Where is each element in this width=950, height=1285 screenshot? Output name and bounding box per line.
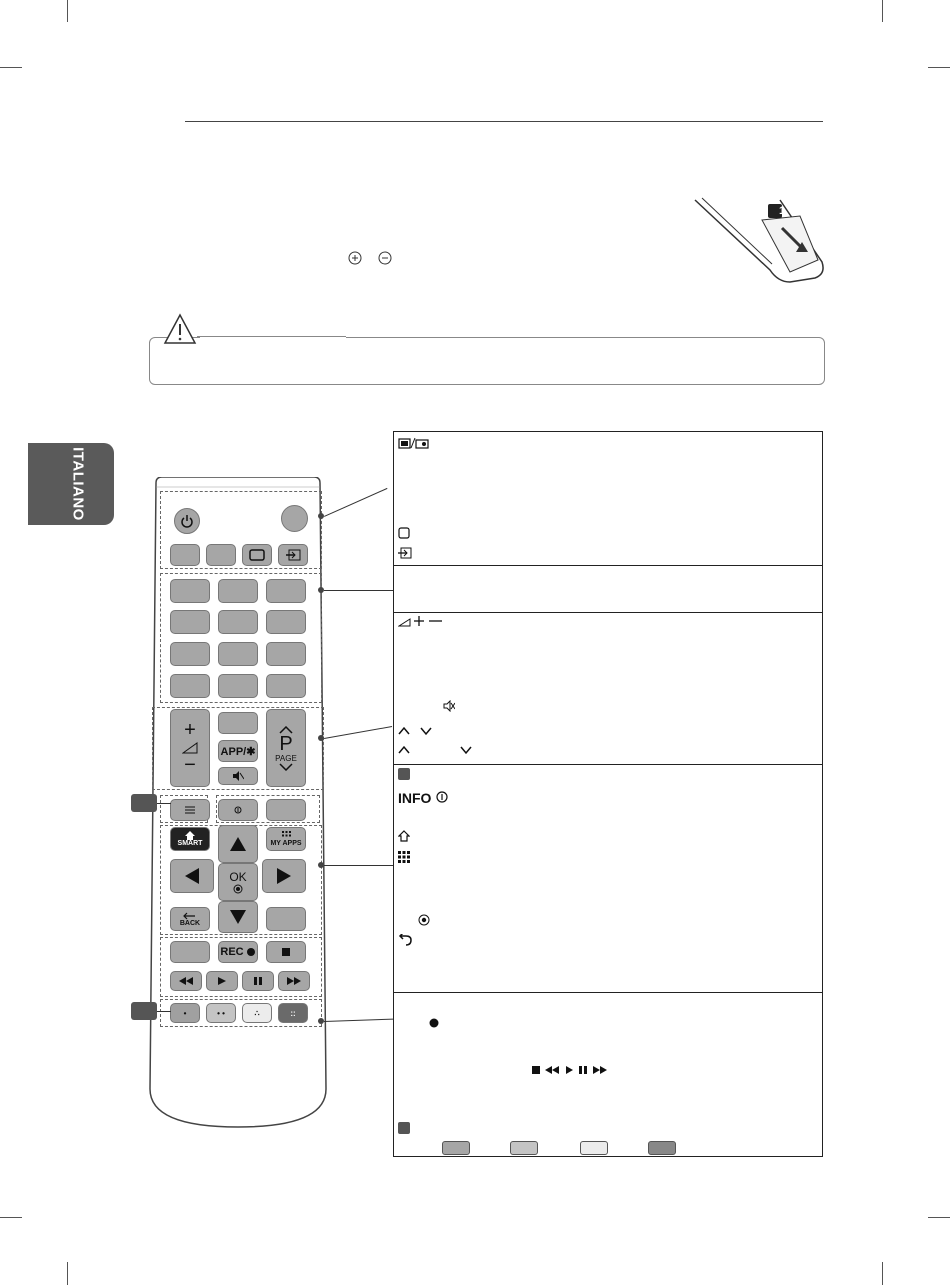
record-dot-icon: [246, 947, 256, 957]
number-key[interactable]: [266, 579, 306, 603]
back-button[interactable]: BACK: [170, 907, 210, 931]
arrow-up-icon: [229, 836, 247, 852]
right-button[interactable]: [262, 859, 306, 893]
number-key[interactable]: [266, 674, 306, 698]
info-label: INFO: [398, 790, 432, 806]
remote-key[interactable]: [206, 544, 236, 566]
button-description-panel: [393, 431, 823, 1157]
remote-key[interactable]: [218, 712, 258, 734]
number-key[interactable]: [218, 674, 258, 698]
remote-control: [148, 477, 328, 1157]
aspect-ratio-icon: [398, 527, 410, 539]
back-arrow-icon: [183, 912, 197, 920]
battery-polarity-icon: [348, 250, 394, 266]
number-key[interactable]: [170, 642, 210, 666]
number-key[interactable]: [266, 642, 306, 666]
crop-mark: [882, 1262, 883, 1285]
apps-grid-icon: [398, 851, 410, 863]
number-key[interactable]: [218, 610, 258, 634]
blue-key-icon: [648, 1141, 676, 1155]
home-icon: [398, 830, 410, 842]
callout-badge: [131, 1002, 157, 1020]
remote-key[interactable]: [266, 907, 306, 931]
remote-key[interactable]: [266, 799, 306, 821]
red-key-icon: [442, 1141, 470, 1155]
crop-mark: [0, 67, 22, 68]
rewind-button[interactable]: [170, 971, 202, 991]
ok-icon: [233, 884, 243, 894]
play-button[interactable]: [206, 971, 238, 991]
green-button[interactable]: • •: [206, 1003, 236, 1023]
arrow-right-icon: [276, 867, 292, 885]
pause-button[interactable]: [242, 971, 274, 991]
power-icon: [180, 514, 194, 528]
crop-mark: [928, 1217, 950, 1218]
crop-mark: [928, 67, 950, 68]
stop-icon: [282, 948, 290, 956]
callout-badge: [398, 768, 410, 780]
volume-plus-minus-icon: [398, 615, 444, 627]
chevron-down-icon: [279, 763, 293, 771]
mute-button[interactable]: [218, 767, 258, 785]
rewind-icon: [179, 977, 193, 985]
fast-forward-icon: [287, 977, 301, 985]
callout-badge: [398, 1122, 410, 1134]
input-button[interactable]: [278, 544, 308, 566]
info-icon: [234, 806, 242, 814]
warning-triangle-icon: [163, 313, 197, 345]
header-rule: [185, 121, 823, 122]
red-button[interactable]: •: [170, 1003, 200, 1023]
info-icon: [436, 791, 448, 803]
ok-button[interactable]: OK: [218, 863, 258, 901]
crop-mark: [67, 1262, 68, 1285]
callout-badge: [131, 794, 157, 812]
back-arrow-icon: [398, 934, 412, 946]
left-button[interactable]: [170, 859, 214, 893]
volume-rocker[interactable]: + −: [170, 709, 210, 787]
fast-forward-button[interactable]: [278, 971, 310, 991]
number-key[interactable]: [170, 610, 210, 634]
rec-button[interactable]: REC: [218, 941, 258, 963]
stop-button[interactable]: [266, 941, 306, 963]
number-key[interactable]: [170, 674, 210, 698]
green-key-icon: [510, 1141, 538, 1155]
record-dot-icon: [428, 1017, 440, 1029]
yellow-key-icon: [580, 1141, 608, 1155]
number-key[interactable]: [266, 610, 306, 634]
up-button[interactable]: [218, 825, 258, 863]
battery-cover-diagram: [690, 190, 830, 290]
arrow-left-icon: [184, 867, 200, 885]
step-number: 1: [779, 205, 786, 217]
crop-mark: [0, 1217, 22, 1218]
caution-box: [149, 337, 825, 385]
my-apps-button[interactable]: MY APPS: [266, 827, 306, 851]
tv-radio-icon: [398, 437, 430, 449]
remote-key[interactable]: [170, 941, 210, 963]
ok-icon: [418, 914, 430, 926]
power-button[interactable]: [174, 508, 200, 534]
mute-icon: [443, 700, 455, 712]
remote-key[interactable]: [170, 544, 200, 566]
aspect-button[interactable]: [242, 544, 272, 566]
play-icon: [218, 977, 226, 985]
home-icon: [185, 831, 195, 840]
blue-button[interactable]: ::: [278, 1003, 308, 1023]
volume-icon: [182, 742, 198, 754]
crop-mark: [67, 0, 68, 22]
tv-radio-button[interactable]: [281, 505, 308, 532]
mute-icon: [232, 771, 244, 781]
number-key[interactable]: [170, 579, 210, 603]
down-button[interactable]: [218, 901, 258, 933]
playback-controls-icon: [531, 1064, 621, 1076]
yellow-button[interactable]: ∴: [242, 1003, 272, 1023]
input-source-icon: [398, 547, 412, 559]
app-button[interactable]: APP/✱: [218, 740, 258, 762]
arrow-down-icon: [229, 909, 247, 925]
apps-grid-icon: [282, 831, 291, 840]
smart-button[interactable]: SMART: [170, 827, 210, 851]
page-up-down-icon: [398, 725, 434, 737]
language-tab: [28, 443, 114, 525]
channel-up-down-icon: [398, 744, 478, 756]
input-icon: [285, 549, 301, 561]
number-key[interactable]: [218, 642, 258, 666]
crop-mark: [882, 0, 883, 22]
teletext-button[interactable]: [170, 799, 210, 821]
list-icon: [185, 806, 195, 814]
number-key[interactable]: [218, 579, 258, 603]
info-button[interactable]: [218, 799, 258, 821]
aspect-icon: [249, 549, 265, 561]
language-tab-label: ITALIANO: [69, 447, 87, 521]
page-rocker[interactable]: P PAGE: [266, 709, 306, 787]
pause-icon: [254, 977, 262, 985]
